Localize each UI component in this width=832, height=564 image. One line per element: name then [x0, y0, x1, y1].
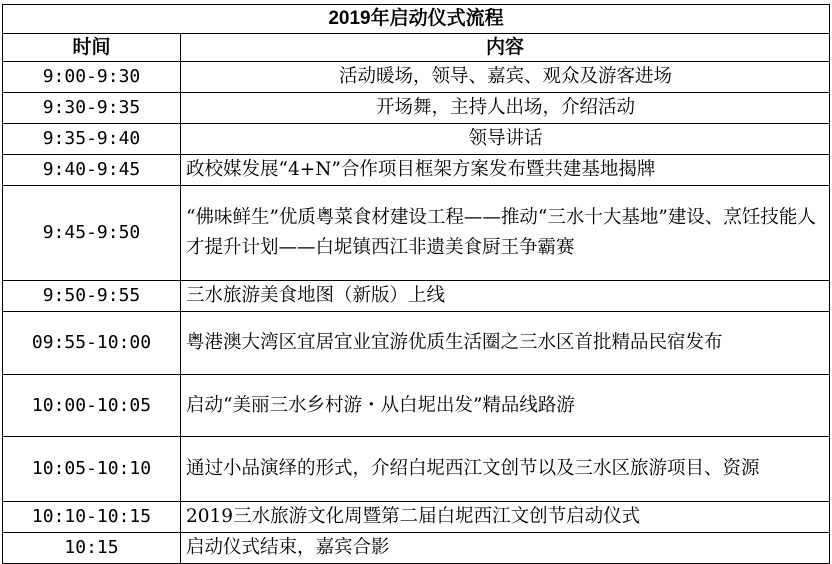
content-cell: 活动暖场，领导、嘉宾、观众及游客进场 — [181, 62, 830, 93]
table-row — [3, 502, 830, 533]
schedule-table — [2, 4, 830, 564]
table-title: 2019年启动仪式流程 — [3, 5, 830, 34]
column-header-content: 内容 — [181, 34, 830, 62]
time-cell: 10:00-10:05 — [3, 375, 181, 437]
content-cell: 2019三水旅游文化周暨第二届白坭西江文创节启动仪式 — [181, 502, 830, 533]
table-row — [3, 186, 830, 281]
table-row — [3, 281, 830, 312]
time-cell: 9:45-9:50 — [3, 186, 181, 281]
time-cell: 9:40-9:45 — [3, 155, 181, 186]
time-cell: 9:35-9:40 — [3, 124, 181, 155]
content-cell: 启动“美丽三水乡村游・从白坭出发”精品线路游 — [181, 375, 830, 437]
time-cell: 10:15 — [3, 533, 181, 564]
time-cell: 9:50-9:55 — [3, 281, 181, 312]
content-cell: 启动仪式结束，嘉宾合影 — [181, 533, 830, 564]
table-row — [3, 437, 830, 502]
header-row — [3, 34, 830, 62]
content-cell: 粤港澳大湾区宜居宜业宜游优质生活圈之三水区首批精品民宿发布 — [181, 312, 830, 375]
table-row — [3, 312, 830, 375]
column-header-time: 时间 — [3, 34, 181, 62]
table-row — [3, 375, 830, 437]
content-cell: 开场舞，主持人出场，介绍活动 — [181, 93, 830, 124]
table-row — [3, 533, 830, 564]
content-cell: “佛味鲜生”优质粤菜食材建设工程——推动“三水十大基地”建设、烹饪技能人才提升计划——白坭镇西江非遗美食厨王争霸赛 — [181, 186, 830, 281]
title-row — [3, 5, 830, 34]
content-cell: 政校媒发展“4+N”合作项目框架方案发布暨共建基地揭牌 — [181, 155, 830, 186]
time-cell: 10:10-10:15 — [3, 502, 181, 533]
table-row — [3, 155, 830, 186]
table-row — [3, 62, 830, 93]
time-cell: 09:55-10:00 — [3, 312, 181, 375]
content-cell: 领导讲话 — [181, 124, 830, 155]
time-cell: 9:00-9:30 — [3, 62, 181, 93]
table-row — [3, 124, 830, 155]
content-cell: 三水旅游美食地图（新版）上线 — [181, 281, 830, 312]
time-cell: 9:30-9:35 — [3, 93, 181, 124]
content-cell: 通过小品演绎的形式，介绍白坭西江文创节以及三水区旅游项目、资源 — [181, 437, 830, 502]
time-cell: 10:05-10:10 — [3, 437, 181, 502]
table-row — [3, 93, 830, 124]
